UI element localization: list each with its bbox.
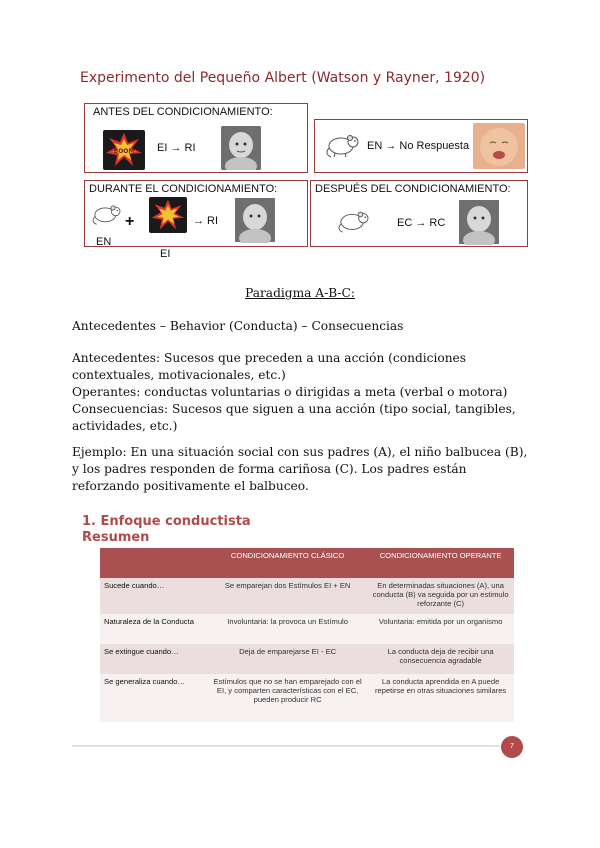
during-result: → RI (193, 215, 219, 227)
abc-line: Antecedentes – Behavior (Conducta) – Consecuencias (72, 319, 404, 333)
row-label: Naturaleza de la Conducta (100, 614, 208, 644)
before-label: ANTES DEL CONDICIONAMIENTO: (93, 106, 273, 118)
example-paragraph: Ejemplo: En una situación social con sus padres (A), el niño balbucea (B), y los padres responden de forma cariñosa (C). Los padres están reforzando positivamente el balbuceo. (72, 445, 528, 493)
col-operante-header: CONDICIONAMIENTO OPERANTE (367, 548, 514, 578)
crying-baby-photo (473, 123, 525, 169)
rat-icon (89, 201, 125, 227)
row-clasico: Se emparejan dos Estímulos EI + EN (208, 578, 367, 614)
baby-photo (221, 126, 261, 170)
rat-icon (335, 207, 373, 235)
during-en-label: EN (96, 236, 112, 248)
during-box (84, 180, 308, 247)
bang-image (103, 130, 145, 170)
bang-text: BOOM (113, 148, 135, 155)
row-operante: La conducta deja de recibir una consecuencia agradable (367, 644, 514, 674)
footer-rule (72, 745, 500, 747)
page-title: Experimento del Pequeño Albert (Watson y Rayner, 1920) (80, 70, 486, 86)
row-clasico: Involuntaria: la provoca un Estímulo (208, 614, 367, 644)
row-operante: En determinadas situaciones (A), una conducta (B) va seguida por un estimulo reforzante (C) (367, 578, 514, 614)
row-label: Sucede cuando… (100, 578, 208, 614)
after-box (310, 180, 528, 247)
during-plus: + (125, 213, 135, 230)
section-heading: 1. Enfoque conductista (82, 514, 251, 529)
baby-photo (459, 199, 499, 245)
table-row (100, 644, 514, 674)
table-corner (100, 548, 208, 578)
before-right-formula: EN → No Respuesta (367, 140, 470, 152)
row-clasico: Estímulos que no se han emparejado con el EI, y comparten características con el EC, pueden producir RC (208, 674, 367, 722)
rat-icon (323, 130, 363, 160)
bang-image (149, 197, 187, 233)
row-operante: La conducta aprendida en A puede repetirse en otras situaciones similares (367, 674, 514, 722)
baby-photo (235, 197, 275, 243)
before-formula: EI → RI (157, 142, 196, 154)
page-number: 7 (501, 736, 523, 758)
section-subheading: Resumen (82, 530, 150, 545)
paradigm-title: Paradigma A-B-C: (245, 286, 355, 300)
after-formula: EC → RC (397, 217, 446, 229)
row-label: Se extingue cuando… (100, 644, 208, 674)
summary-table (100, 548, 514, 722)
during-ei-label: EI (160, 248, 171, 260)
before-box (84, 103, 308, 173)
definitions: Antecedentes: Sucesos que preceden a una acción (condiciones contextuales, motivacionales, etc.) Operantes: conductas voluntarias o dirigidas a meta (verbal o motora) Consecuencias: Sucesos que siguen a una acción (tipo social, tangibles, actividades, etc.) (72, 351, 516, 433)
col-clasico-header: CONDICIONAMIENTO CLÁSICO (208, 548, 367, 578)
after-label: DESPUÉS DEL CONDICIONAMIENTO: (315, 183, 511, 195)
table-row (100, 674, 514, 722)
table-row (100, 614, 514, 644)
row-label: Se generaliza cuando… (100, 674, 208, 722)
table-row (100, 578, 514, 614)
before-right-box (314, 119, 528, 173)
row-operante: Voluntaria: emitida por un organismo (367, 614, 514, 644)
during-label: DURANTE EL CONDICIONAMIENTO: (89, 183, 278, 195)
row-clasico: Deja de emparejarse EI - EC (208, 644, 367, 674)
table-header-row (100, 548, 514, 578)
